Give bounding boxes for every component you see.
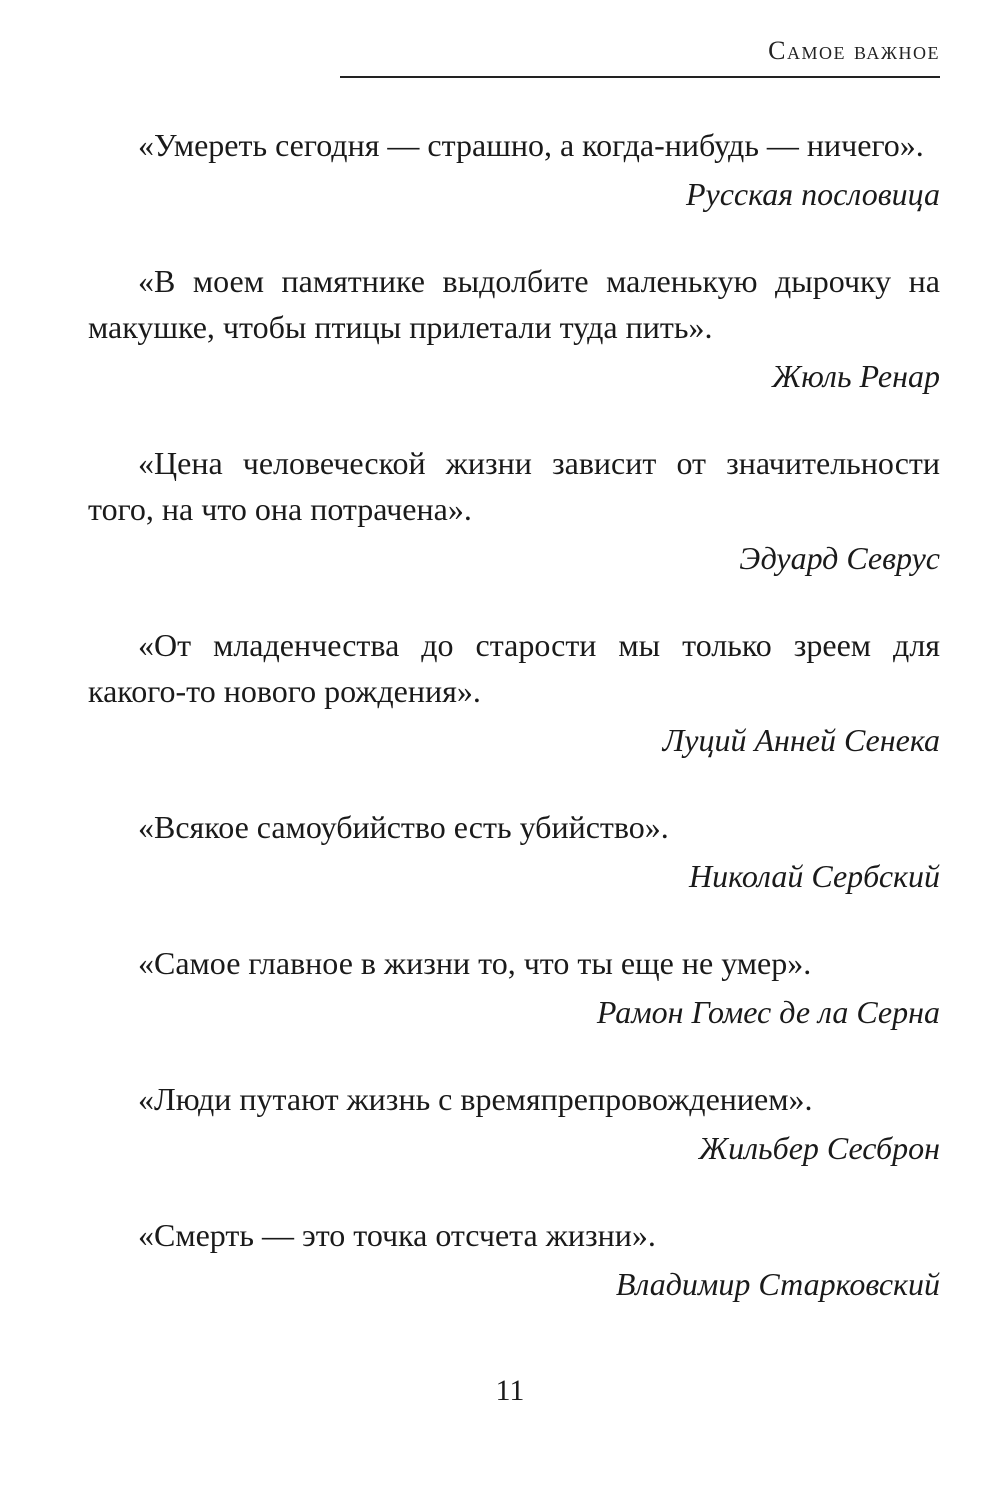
quote-author: Русская пословица (685, 176, 940, 212)
quote-author: Жюль Ренар (771, 358, 940, 394)
quote-author: Рамон Гомес де ла Серна (596, 994, 940, 1030)
quote-text: «Самое главное в жизни то, что ты еще не умер». (138, 945, 812, 981)
quote-entry (88, 258, 940, 398)
quote-entry (88, 122, 940, 216)
quote-entry (88, 622, 940, 762)
quote-author: Луций Анней Сенека (662, 722, 940, 758)
header-rule (340, 76, 940, 78)
quote-text: «Смерть — это точка отсчета жизни». (138, 1217, 656, 1253)
quote-entry (88, 804, 940, 898)
quote-text: «Цена человеческой жизни зависит от значительности того, на что она потрачена». (88, 445, 940, 527)
quote-entry (88, 1076, 940, 1170)
quote-entry (88, 1212, 940, 1306)
quote-author: Жильбер Сесброн (698, 1130, 940, 1166)
quote-text: «В моем памятнике выдолбите маленькую дырочку на макушке, чтобы птицы прилетали туда пить». (88, 263, 940, 345)
quote-text: «Умереть сегодня — страшно, а когда-нибудь — ничего». (138, 127, 924, 163)
quote-text: «Люди путают жизнь с времяпрепровождением». (138, 1081, 813, 1117)
running-head: Самое важное (768, 36, 940, 65)
quote-entry (88, 940, 940, 1034)
quote-entry (88, 440, 940, 580)
page-number: 11 (495, 1374, 525, 1407)
quote-text: «От младенчества до старости мы только зреем для какого-то нового рождения». (88, 627, 940, 709)
quote-text: «Всякое самоубийство есть убийство». (138, 809, 669, 845)
quotes-list (88, 122, 940, 1306)
quote-author: Владимир Старковский (615, 1266, 940, 1302)
quote-author: Эдуард Севрус (739, 540, 940, 576)
quote-author: Николай Сербский (688, 858, 940, 894)
